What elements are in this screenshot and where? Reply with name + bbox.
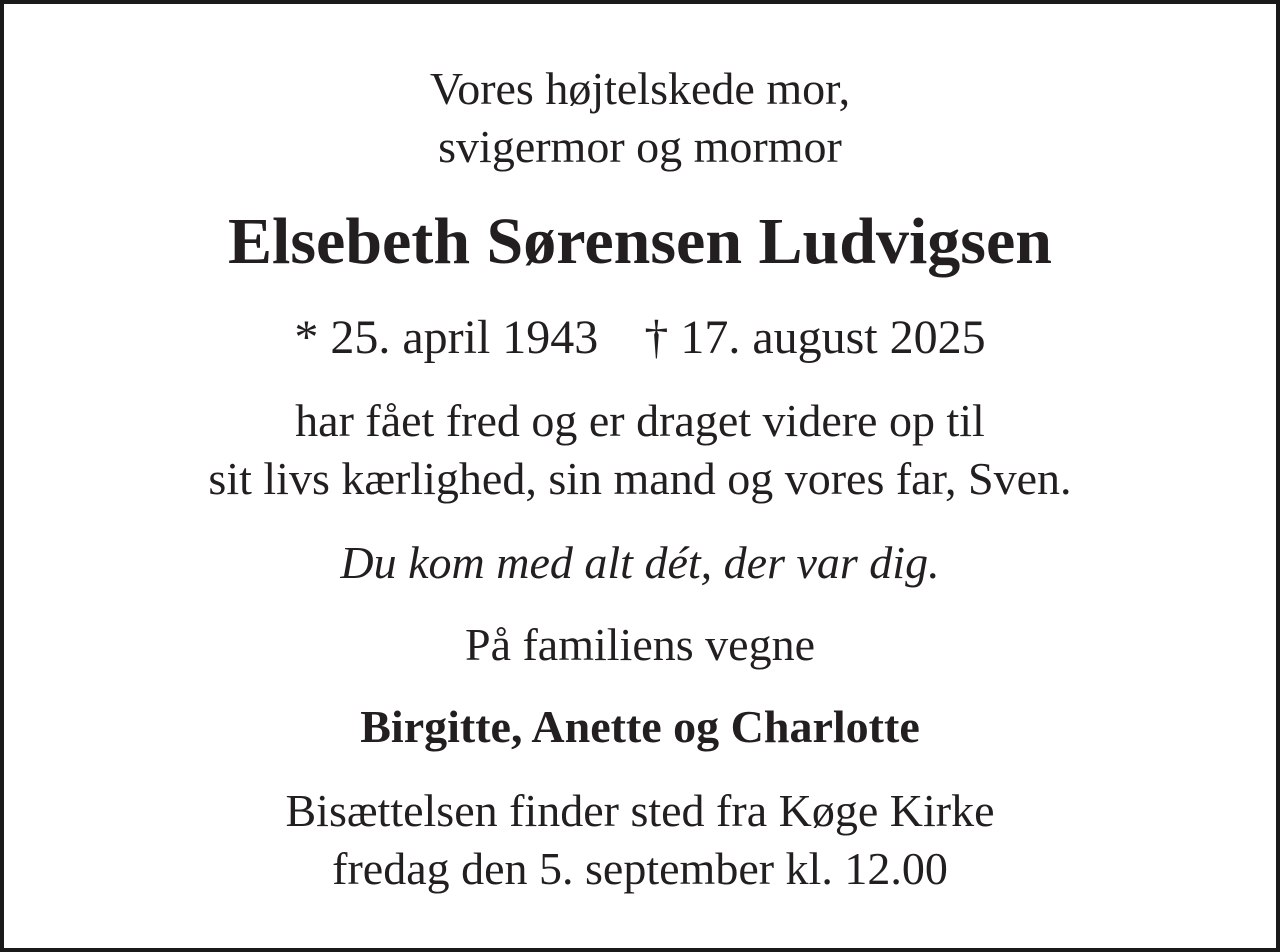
message-text bbox=[4, 392, 1276, 508]
verse-text: Du kom med alt dét, der var dig. bbox=[340, 537, 940, 588]
intro-line-1: Vores højtelskede mor, bbox=[429, 63, 851, 114]
signers-names: Birgitte, Anette og Charlotte bbox=[360, 701, 920, 752]
intro-line-2: svigermor og mormor bbox=[438, 121, 842, 172]
ceremony-line-1: Bisættelsen finder sted fra Køge Kirke bbox=[285, 785, 995, 836]
death-date: † 17. august 2025 bbox=[644, 311, 986, 364]
deceased-name: Elsebeth Sørensen Ludvigsen bbox=[228, 205, 1052, 278]
intro-text bbox=[4, 60, 1276, 176]
ceremony-line-2: fredag den 5. september kl. 12.00 bbox=[332, 843, 948, 894]
on-behalf-text: På familiens vegne bbox=[464, 619, 815, 670]
message-line-2: sit livs kærlighed, sin mand og vores far, Sven. bbox=[208, 453, 1072, 504]
life-dates bbox=[4, 308, 1276, 368]
ceremony-info bbox=[4, 782, 1276, 898]
message-line-1: har fået fred og er draget videre op til bbox=[295, 395, 985, 446]
birth-date: * 25. april 1943 bbox=[294, 311, 599, 364]
